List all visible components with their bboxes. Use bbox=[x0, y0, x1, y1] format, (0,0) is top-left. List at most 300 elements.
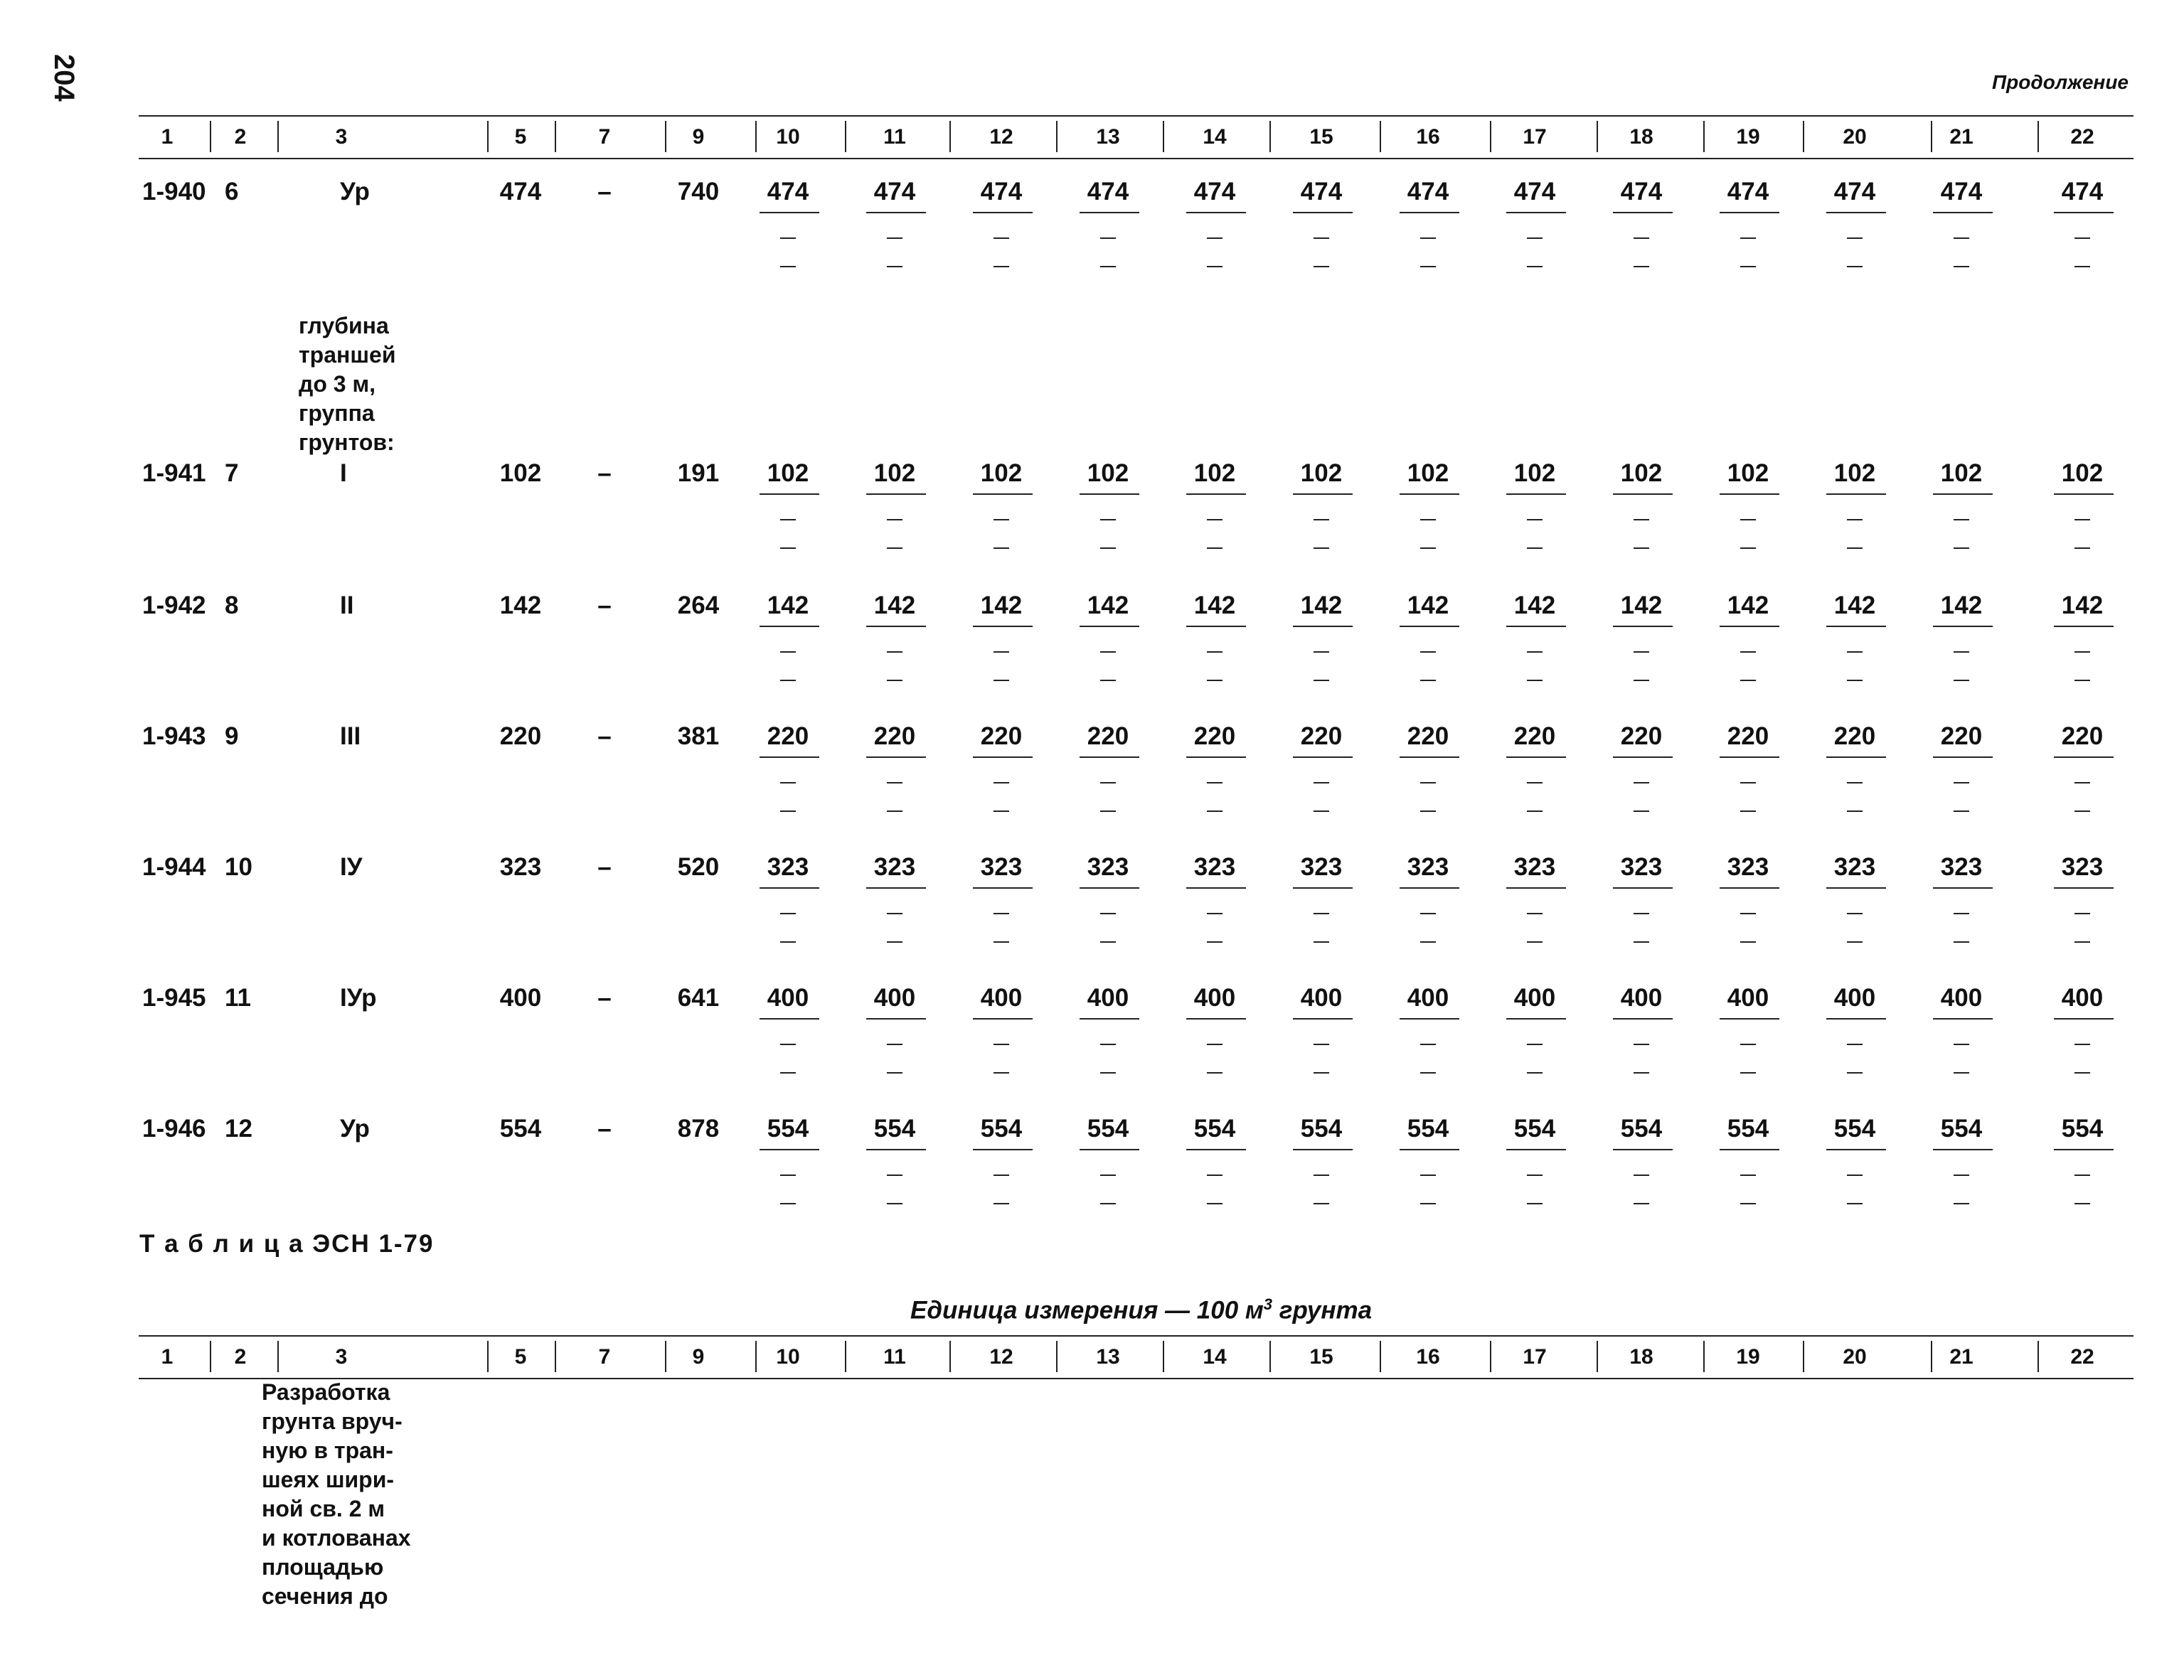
fraction-bar bbox=[1293, 493, 1353, 495]
fraction-bar bbox=[1720, 212, 1779, 213]
cell-value: 474 bbox=[1833, 178, 1876, 205]
header-separator bbox=[210, 121, 211, 152]
column-header: 13 bbox=[1096, 125, 1120, 149]
empty-dash bbox=[994, 1175, 1009, 1176]
cell-value: 142 bbox=[1300, 592, 1343, 619]
fraction-bar bbox=[2054, 626, 2114, 627]
continuation-label: Продолжение bbox=[1992, 71, 2129, 93]
empty-dash bbox=[1207, 1072, 1222, 1074]
cell-col9: 381 bbox=[677, 722, 720, 750]
cell-value: 102 bbox=[1833, 459, 1876, 487]
row-number: 11 bbox=[225, 984, 251, 1012]
empty-dash bbox=[2074, 651, 2090, 653]
empty-dash bbox=[994, 941, 1009, 943]
empty-dash bbox=[1527, 1203, 1543, 1204]
unit-label bbox=[910, 1295, 1372, 1325]
empty-dash bbox=[1634, 1203, 1649, 1204]
fraction-bar bbox=[2054, 756, 2114, 758]
cell-value: 323 bbox=[1193, 853, 1236, 881]
empty-dash bbox=[1314, 651, 1329, 653]
empty-dash bbox=[1100, 941, 1116, 943]
cell-value: 102 bbox=[1727, 459, 1769, 487]
cell-value: 142 bbox=[873, 592, 916, 619]
row-code: 1-944 bbox=[142, 853, 206, 881]
cell-col9: 740 bbox=[677, 178, 720, 205]
empty-dash bbox=[1314, 1203, 1329, 1204]
empty-dash bbox=[1634, 1072, 1649, 1074]
cell-value: 142 bbox=[1087, 592, 1129, 619]
row-code: 1-941 bbox=[142, 459, 206, 487]
fraction-bar bbox=[1613, 887, 1673, 889]
trench-depth-subheading bbox=[299, 311, 512, 457]
empty-dash bbox=[1954, 941, 1969, 943]
cell-col7: – bbox=[597, 722, 612, 750]
fraction-bar bbox=[1293, 626, 1353, 627]
fraction-bar bbox=[1080, 1018, 1139, 1020]
cell-value: 400 bbox=[1087, 984, 1129, 1012]
empty-dash bbox=[2074, 547, 2090, 549]
empty-dash bbox=[1634, 547, 1649, 549]
empty-dash bbox=[1740, 266, 1756, 267]
cell-value: 220 bbox=[1727, 722, 1769, 750]
empty-dash bbox=[887, 1175, 902, 1176]
fraction-bar bbox=[760, 1018, 819, 1020]
fraction-bar bbox=[1506, 212, 1566, 213]
header-separator bbox=[665, 121, 666, 152]
fraction-bar bbox=[1826, 493, 1886, 495]
fraction-bar bbox=[1186, 493, 1246, 495]
fraction-bar bbox=[1506, 1149, 1566, 1150]
empty-dash bbox=[1207, 1175, 1222, 1176]
subheading-line: траншей bbox=[299, 342, 396, 368]
empty-dash bbox=[1100, 1175, 1116, 1176]
desc-line: шеях шири- bbox=[262, 1467, 395, 1492]
column-header: 19 bbox=[1736, 1345, 1760, 1369]
column-header: 21 bbox=[1949, 1345, 1973, 1369]
empty-dash bbox=[887, 680, 902, 681]
cell-value: 220 bbox=[1087, 722, 1129, 750]
column-header: 13 bbox=[1096, 1345, 1120, 1369]
cell-value: 102 bbox=[1300, 459, 1343, 487]
empty-dash bbox=[1527, 680, 1543, 681]
empty-dash bbox=[780, 810, 796, 812]
empty-dash bbox=[1847, 547, 1863, 549]
cell-value: 102 bbox=[1620, 459, 1663, 487]
empty-dash bbox=[1314, 519, 1329, 520]
empty-dash bbox=[2074, 1175, 2090, 1176]
empty-dash bbox=[1847, 1175, 1863, 1176]
header-separator bbox=[949, 1341, 951, 1372]
cell-value: 400 bbox=[767, 984, 809, 1012]
cell-value: 474 bbox=[1407, 178, 1449, 205]
column-header: 17 bbox=[1523, 125, 1547, 149]
cell-value: 102 bbox=[1193, 459, 1236, 487]
empty-dash bbox=[780, 237, 796, 239]
empty-dash bbox=[2074, 1072, 2090, 1074]
fraction-bar bbox=[1080, 1149, 1139, 1150]
row-soil-group: IУ bbox=[340, 853, 363, 881]
empty-dash bbox=[1100, 1203, 1116, 1204]
cell-value: 323 bbox=[1620, 853, 1663, 881]
empty-dash bbox=[1207, 519, 1222, 520]
header-separator bbox=[1490, 121, 1491, 152]
column-header: 3 bbox=[335, 1345, 348, 1369]
empty-dash bbox=[994, 547, 1009, 549]
cell-value: 102 bbox=[1087, 459, 1129, 487]
row-soil-group: IУр bbox=[340, 984, 377, 1012]
header-separator bbox=[1703, 121, 1705, 152]
cell-col5: 142 bbox=[499, 592, 542, 619]
cell-value: 554 bbox=[873, 1115, 916, 1143]
cell-value: 400 bbox=[1513, 984, 1556, 1012]
fraction-bar bbox=[1720, 1149, 1779, 1150]
empty-dash bbox=[780, 941, 796, 943]
fraction-bar bbox=[1293, 212, 1353, 213]
empty-dash bbox=[887, 237, 902, 239]
empty-dash bbox=[1314, 1044, 1329, 1045]
empty-dash bbox=[1847, 810, 1863, 812]
header-separator bbox=[755, 121, 757, 152]
bottom-description bbox=[262, 1378, 475, 1611]
fraction-bar bbox=[1186, 626, 1246, 627]
fraction-bar bbox=[866, 626, 926, 627]
fraction-bar bbox=[760, 626, 819, 627]
row-soil-group: II bbox=[340, 592, 354, 619]
row-code: 1-945 bbox=[142, 984, 206, 1012]
column-header: 15 bbox=[1309, 1345, 1333, 1369]
empty-dash bbox=[994, 782, 1009, 783]
cell-value: 323 bbox=[1087, 853, 1129, 881]
header-separator bbox=[1597, 121, 1598, 152]
cell-value: 102 bbox=[1513, 459, 1556, 487]
empty-dash bbox=[780, 547, 796, 549]
fraction-bar bbox=[1933, 756, 1993, 758]
empty-dash bbox=[1314, 266, 1329, 267]
cell-value: 142 bbox=[1620, 592, 1663, 619]
desc-line: ную в тран- bbox=[262, 1438, 393, 1463]
subheading-line: группа bbox=[299, 400, 375, 426]
empty-dash bbox=[1740, 782, 1756, 783]
empty-dash bbox=[1847, 237, 1863, 239]
cell-value: 102 bbox=[2061, 459, 2104, 487]
empty-dash bbox=[1420, 782, 1436, 783]
empty-dash bbox=[1207, 266, 1222, 267]
cell-col9: 878 bbox=[677, 1115, 720, 1143]
empty-dash bbox=[1847, 1072, 1863, 1074]
fraction-bar bbox=[1186, 212, 1246, 213]
subheading-line: до 3 м, bbox=[299, 371, 375, 397]
empty-dash bbox=[2074, 782, 2090, 783]
row-number: 6 bbox=[225, 178, 239, 205]
empty-dash bbox=[1314, 941, 1329, 943]
column-header: 7 bbox=[598, 125, 611, 149]
header-separator bbox=[2037, 1341, 2039, 1372]
desc-line: сечения до bbox=[262, 1583, 388, 1609]
empty-dash bbox=[1954, 1044, 1969, 1045]
empty-dash bbox=[780, 1203, 796, 1204]
empty-dash bbox=[887, 547, 902, 549]
column-header: 9 bbox=[692, 1345, 705, 1369]
cell-value: 142 bbox=[980, 592, 1023, 619]
cell-value: 554 bbox=[1833, 1115, 1876, 1143]
cell-value: 102 bbox=[980, 459, 1023, 487]
fraction-bar bbox=[760, 212, 819, 213]
fraction-bar bbox=[1080, 626, 1139, 627]
empty-dash bbox=[1527, 519, 1543, 520]
fraction-bar bbox=[973, 1149, 1033, 1150]
header-separator bbox=[1056, 121, 1058, 152]
header-separator bbox=[1269, 1341, 1271, 1372]
cell-col7: – bbox=[597, 592, 612, 619]
empty-dash bbox=[1100, 680, 1116, 681]
cell-value: 142 bbox=[1940, 592, 1983, 619]
header-separator bbox=[665, 1341, 666, 1372]
empty-dash bbox=[780, 1072, 796, 1074]
empty-dash bbox=[780, 782, 796, 783]
header-separator bbox=[555, 1341, 556, 1372]
empty-dash bbox=[1100, 782, 1116, 783]
empty-dash bbox=[994, 810, 1009, 812]
fraction-bar bbox=[1826, 756, 1886, 758]
row-number: 7 bbox=[225, 459, 239, 487]
cell-col5: 474 bbox=[499, 178, 542, 205]
empty-dash bbox=[1954, 1203, 1969, 1204]
empty-dash bbox=[780, 266, 796, 267]
empty-dash bbox=[1527, 651, 1543, 653]
cell-value: 474 bbox=[1620, 178, 1663, 205]
row-code: 1-942 bbox=[142, 592, 206, 619]
fraction-bar bbox=[1933, 1149, 1993, 1150]
row-number: 12 bbox=[225, 1115, 252, 1143]
cell-value: 474 bbox=[767, 178, 809, 205]
empty-dash bbox=[1740, 547, 1756, 549]
empty-dash bbox=[1740, 1175, 1756, 1176]
header-separator bbox=[1163, 1341, 1164, 1372]
empty-dash bbox=[1420, 1203, 1436, 1204]
column-header: 18 bbox=[1629, 125, 1653, 149]
cell-value: 220 bbox=[1940, 722, 1983, 750]
cell-col7: – bbox=[597, 1115, 612, 1143]
column-header: 20 bbox=[1843, 125, 1867, 149]
empty-dash bbox=[1100, 1072, 1116, 1074]
empty-dash bbox=[2074, 266, 2090, 267]
fraction-bar bbox=[866, 887, 926, 889]
cell-value: 554 bbox=[1513, 1115, 1556, 1143]
column-header: 9 bbox=[692, 125, 705, 149]
desc-line: грунта вруч- bbox=[262, 1408, 403, 1434]
fraction-bar bbox=[1400, 493, 1459, 495]
cell-value: 142 bbox=[1193, 592, 1236, 619]
cell-value: 323 bbox=[873, 853, 916, 881]
subheading-line: грунтов: bbox=[299, 429, 395, 455]
empty-dash bbox=[2074, 941, 2090, 943]
empty-dash bbox=[1527, 237, 1543, 239]
column-header: 22 bbox=[2070, 125, 2094, 149]
header-top-rule bbox=[139, 1335, 2134, 1337]
cell-value: 142 bbox=[2061, 592, 2104, 619]
empty-dash bbox=[1740, 913, 1756, 914]
cell-value: 323 bbox=[1300, 853, 1343, 881]
empty-dash bbox=[1847, 266, 1863, 267]
cell-col7: – bbox=[597, 459, 612, 487]
cell-value: 220 bbox=[1300, 722, 1343, 750]
empty-dash bbox=[1420, 1044, 1436, 1045]
fraction-bar bbox=[1293, 1018, 1353, 1020]
empty-dash bbox=[1207, 941, 1222, 943]
empty-dash bbox=[1100, 547, 1116, 549]
row-soil-group: I bbox=[340, 459, 347, 487]
cell-value: 142 bbox=[1727, 592, 1769, 619]
row-soil-group: Ур bbox=[340, 178, 370, 205]
empty-dash bbox=[1954, 913, 1969, 914]
empty-dash bbox=[1207, 810, 1222, 812]
cell-value: 220 bbox=[873, 722, 916, 750]
fraction-bar bbox=[1080, 212, 1139, 213]
fraction-bar bbox=[1293, 887, 1353, 889]
empty-dash bbox=[994, 680, 1009, 681]
column-header: 21 bbox=[1949, 125, 1973, 149]
header-separator bbox=[555, 121, 556, 152]
fraction-bar bbox=[1613, 493, 1673, 495]
fraction-bar bbox=[1506, 493, 1566, 495]
cell-value: 554 bbox=[1087, 1115, 1129, 1143]
empty-dash bbox=[1314, 810, 1329, 812]
empty-dash bbox=[1207, 237, 1222, 239]
empty-dash bbox=[1314, 1072, 1329, 1074]
empty-dash bbox=[1314, 782, 1329, 783]
empty-dash bbox=[780, 519, 796, 520]
empty-dash bbox=[1527, 266, 1543, 267]
fraction-bar bbox=[1613, 756, 1673, 758]
fraction-bar bbox=[973, 493, 1033, 495]
cell-col9: 264 bbox=[677, 592, 720, 619]
fraction-bar bbox=[1400, 756, 1459, 758]
fraction-bar bbox=[1400, 212, 1459, 213]
header-separator bbox=[1803, 1341, 1804, 1372]
empty-dash bbox=[1207, 1044, 1222, 1045]
cell-value: 554 bbox=[1407, 1115, 1449, 1143]
header-separator bbox=[1490, 1341, 1491, 1372]
empty-dash bbox=[1740, 651, 1756, 653]
desc-line: площадью bbox=[262, 1554, 384, 1580]
header-separator bbox=[1703, 1341, 1705, 1372]
empty-dash bbox=[1634, 680, 1649, 681]
cell-value: 554 bbox=[1620, 1115, 1663, 1143]
header-bottom-rule bbox=[139, 158, 2134, 159]
cell-value: 102 bbox=[1940, 459, 1983, 487]
empty-dash bbox=[1100, 266, 1116, 267]
empty-dash bbox=[1954, 519, 1969, 520]
empty-dash bbox=[1634, 941, 1649, 943]
empty-dash bbox=[2074, 680, 2090, 681]
empty-dash bbox=[780, 1175, 796, 1176]
cell-value: 400 bbox=[980, 984, 1023, 1012]
empty-dash bbox=[1847, 782, 1863, 783]
fraction-bar bbox=[2054, 212, 2114, 213]
column-header: 5 bbox=[514, 125, 527, 149]
empty-dash bbox=[994, 913, 1009, 914]
fraction-bar bbox=[2054, 1149, 2114, 1150]
empty-dash bbox=[887, 941, 902, 943]
fraction-bar bbox=[2054, 887, 2114, 889]
header-separator bbox=[1597, 1341, 1598, 1372]
fraction-bar bbox=[760, 756, 819, 758]
header-separator bbox=[1269, 121, 1271, 152]
empty-dash bbox=[994, 651, 1009, 653]
empty-dash bbox=[887, 519, 902, 520]
fraction-bar bbox=[1506, 626, 1566, 627]
cell-col5: 220 bbox=[499, 722, 542, 750]
empty-dash bbox=[1954, 547, 1969, 549]
empty-dash bbox=[1740, 1203, 1756, 1204]
cell-value: 554 bbox=[1193, 1115, 1236, 1143]
empty-dash bbox=[2074, 913, 2090, 914]
empty-dash bbox=[1100, 913, 1116, 914]
subheading-line: глубина bbox=[299, 313, 389, 338]
row-code: 1-940 bbox=[142, 178, 206, 205]
cell-col5: 400 bbox=[499, 984, 542, 1012]
empty-dash bbox=[1314, 1175, 1329, 1176]
header-separator bbox=[2037, 121, 2039, 152]
empty-dash bbox=[887, 651, 902, 653]
header-separator bbox=[1163, 121, 1164, 152]
fraction-bar bbox=[760, 1149, 819, 1150]
empty-dash bbox=[1207, 913, 1222, 914]
empty-dash bbox=[1207, 680, 1222, 681]
cell-value: 474 bbox=[1300, 178, 1343, 205]
header-separator bbox=[1380, 121, 1381, 152]
cell-value: 323 bbox=[767, 853, 809, 881]
page-number: 204 bbox=[48, 54, 80, 102]
column-header: 1 bbox=[161, 1345, 174, 1369]
fraction-bar bbox=[1933, 1018, 1993, 1020]
column-header: 17 bbox=[1523, 1345, 1547, 1369]
cell-value: 323 bbox=[1727, 853, 1769, 881]
empty-dash bbox=[1527, 782, 1543, 783]
fraction-bar bbox=[1613, 212, 1673, 213]
fraction-bar bbox=[1720, 626, 1779, 627]
fraction-bar bbox=[973, 756, 1033, 758]
header-separator bbox=[845, 121, 846, 152]
empty-dash bbox=[887, 1203, 902, 1204]
fraction-bar bbox=[760, 887, 819, 889]
empty-dash bbox=[887, 266, 902, 267]
fraction-bar bbox=[866, 1149, 926, 1150]
empty-dash bbox=[1634, 1175, 1649, 1176]
column-header: 5 bbox=[514, 1345, 527, 1369]
cell-value: 474 bbox=[873, 178, 916, 205]
empty-dash bbox=[1314, 913, 1329, 914]
cell-value: 142 bbox=[767, 592, 809, 619]
fraction-bar bbox=[760, 493, 819, 495]
empty-dash bbox=[1527, 810, 1543, 812]
empty-dash bbox=[1207, 547, 1222, 549]
cell-value: 220 bbox=[1620, 722, 1663, 750]
cell-value: 474 bbox=[1513, 178, 1556, 205]
fraction-bar bbox=[1400, 1149, 1459, 1150]
fraction-bar bbox=[1613, 1149, 1673, 1150]
cell-value: 554 bbox=[1300, 1115, 1343, 1143]
fraction-bar bbox=[1720, 1018, 1779, 1020]
cell-col5: 554 bbox=[499, 1115, 542, 1143]
cell-value: 474 bbox=[1727, 178, 1769, 205]
cell-col5: 102 bbox=[499, 459, 542, 487]
empty-dash bbox=[1954, 651, 1969, 653]
cell-value: 102 bbox=[873, 459, 916, 487]
column-header: 19 bbox=[1736, 125, 1760, 149]
empty-dash bbox=[887, 913, 902, 914]
fraction-bar bbox=[2054, 493, 2114, 495]
